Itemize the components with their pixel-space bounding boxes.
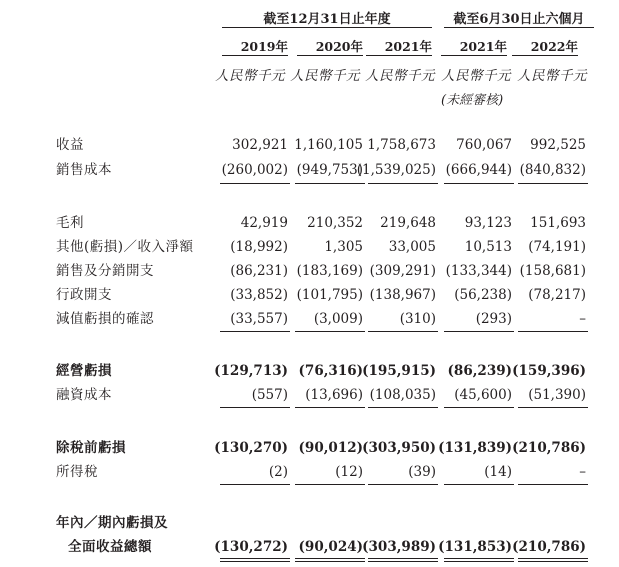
value-cell: (557): [251, 387, 288, 403]
value-cell: 219,648: [380, 215, 436, 231]
annual-period-header: 截至12月31日止年度: [263, 12, 391, 27]
subtotal-rule: [444, 183, 514, 184]
value-cell: (183,169): [296, 263, 363, 279]
year-header: 2020年: [315, 39, 363, 54]
value-cell: (33,557): [230, 311, 288, 327]
value-cell: (56,238): [454, 287, 512, 303]
value-cell: 1,305: [324, 239, 363, 255]
subtotal-rule: [368, 183, 438, 184]
subtotal-rule: [444, 331, 514, 332]
row-label: 年內／期內虧損及: [56, 515, 168, 531]
table-row: [0, 286, 619, 304]
value-cell: (39): [408, 464, 436, 480]
row-label: 銷售及分銷開支: [56, 263, 154, 279]
subtotal-rule: [518, 484, 588, 485]
year-header: 2019年: [240, 39, 288, 54]
row-label: 融資成本: [56, 387, 112, 403]
value-cell: (76,316): [298, 363, 363, 379]
row-label: 銷售成本: [56, 162, 112, 178]
value-cell: (131,839): [438, 440, 512, 456]
row-label: 其他(虧損)／收入淨額: [56, 239, 194, 255]
subtotal-rule: [518, 183, 588, 184]
year-header: 2022年: [530, 39, 578, 54]
subtotal-rule: [220, 484, 290, 485]
value-cell: (14): [484, 464, 512, 480]
table-row: [0, 238, 619, 256]
row-label: 所得稅: [56, 464, 98, 480]
unaudited-note: (未經審核): [441, 93, 504, 108]
value-cell: (130,272): [214, 539, 288, 555]
value-cell: (293): [475, 311, 512, 327]
value-cell: (666,944): [445, 162, 512, 178]
total-double-rule: [368, 558, 438, 562]
total-double-rule: [295, 558, 365, 562]
row-label: 收益: [56, 137, 84, 153]
value-cell: (13,696): [305, 387, 363, 403]
subtotal-rule: [518, 407, 588, 408]
subtotal-rule: [295, 331, 365, 332]
value-cell: (129,713): [214, 363, 288, 379]
subtotal-rule: [295, 484, 365, 485]
row-label: 全面收益總額: [68, 539, 152, 555]
value-cell: (303,989): [362, 539, 436, 555]
year-rule: [297, 55, 363, 56]
currency-unit: 人民幣千元: [290, 68, 360, 84]
year-header: 2021年: [459, 39, 507, 54]
value-cell: (949,753): [296, 162, 363, 178]
row-label: 減值虧損的確認: [56, 311, 154, 327]
year-rule: [512, 55, 578, 56]
value-cell: (260,002): [221, 162, 288, 178]
value-cell: 302,921: [232, 137, 288, 153]
value-cell: (90,024): [298, 539, 363, 555]
subtotal-rule: [368, 484, 438, 485]
value-cell: (33,852): [230, 287, 288, 303]
table-row: [0, 161, 619, 179]
value-cell: (12): [335, 464, 363, 480]
currency-unit: 人民幣千元: [441, 68, 511, 84]
value-cell: 42,919: [240, 215, 288, 231]
table-row: [0, 386, 619, 404]
subtotal-rule: [295, 183, 365, 184]
value-cell: (840,832): [519, 162, 586, 178]
subtotal-rule: [368, 407, 438, 408]
subtotal-rule: [444, 484, 514, 485]
table-row: [0, 136, 619, 154]
value-cell: (131,853): [438, 539, 512, 555]
value-cell: (158,681): [519, 263, 586, 279]
value-cell: (3,009): [313, 311, 363, 327]
value-cell: 992,525: [530, 137, 586, 153]
value-cell: 210,352: [307, 215, 363, 231]
year-header: 2021年: [384, 39, 432, 54]
value-cell: (2): [268, 464, 288, 480]
value-cell: –: [579, 464, 586, 480]
value-cell: (101,795): [296, 287, 363, 303]
value-cell: 151,693: [530, 215, 586, 231]
table-row: [0, 362, 619, 380]
table-row: [0, 463, 619, 481]
value-cell: 760,067: [456, 137, 512, 153]
value-cell: (210,786): [512, 440, 586, 456]
table-row: [0, 514, 619, 532]
table-row: [0, 214, 619, 232]
year-rule: [222, 55, 288, 56]
year-rule: [366, 55, 432, 56]
value-cell: (86,231): [230, 263, 288, 279]
row-label: 經營虧損: [56, 363, 112, 379]
subtotal-rule: [220, 183, 290, 184]
total-double-rule: [518, 558, 588, 562]
value-cell: 1,160,105: [294, 137, 363, 153]
total-double-rule: [444, 558, 514, 562]
subtotal-rule: [295, 407, 365, 408]
value-cell: (51,390): [528, 387, 586, 403]
value-cell: (130,270): [214, 440, 288, 456]
value-cell: (159,396): [512, 363, 586, 379]
currency-unit: 人民幣千元: [365, 68, 435, 84]
value-cell: (1,539,025): [356, 162, 436, 178]
value-cell: (78,217): [528, 287, 586, 303]
currency-unit: 人民幣千元: [517, 68, 587, 84]
value-cell: (310): [399, 311, 436, 327]
table-row: [0, 439, 619, 457]
table-row: [0, 262, 619, 280]
table-row: [0, 538, 619, 556]
row-label: 除稅前虧損: [56, 440, 126, 456]
currency-unit: 人民幣千元: [215, 68, 285, 84]
value-cell: (138,967): [369, 287, 436, 303]
row-label: 行政開支: [56, 287, 112, 303]
subtotal-rule: [444, 407, 514, 408]
value-cell: –: [579, 311, 586, 327]
value-cell: (90,012): [298, 440, 363, 456]
interim-period-rule: [444, 27, 594, 28]
value-cell: (45,600): [454, 387, 512, 403]
subtotal-rule: [518, 331, 588, 332]
value-cell: (309,291): [369, 263, 436, 279]
value-cell: (74,191): [528, 239, 586, 255]
subtotal-rule: [220, 331, 290, 332]
annual-period-rule: [222, 27, 432, 28]
subtotal-rule: [368, 331, 438, 332]
value-cell: 1,758,673: [367, 137, 436, 153]
value-cell: (18,992): [230, 239, 288, 255]
value-cell: 10,513: [464, 239, 512, 255]
total-double-rule: [220, 558, 290, 562]
year-rule: [441, 55, 507, 56]
value-cell: (303,950): [362, 440, 436, 456]
value-cell: (108,035): [369, 387, 436, 403]
value-cell: (86,239): [447, 363, 512, 379]
row-label: 毛利: [56, 215, 84, 231]
subtotal-rule: [220, 407, 290, 408]
interim-period-header: 截至6月30日止六個月: [453, 12, 585, 27]
value-cell: (210,786): [512, 539, 586, 555]
value-cell: 33,005: [388, 239, 436, 255]
value-cell: (195,915): [362, 363, 436, 379]
table-row: [0, 310, 619, 328]
value-cell: 93,123: [464, 215, 512, 231]
value-cell: (133,344): [445, 263, 512, 279]
